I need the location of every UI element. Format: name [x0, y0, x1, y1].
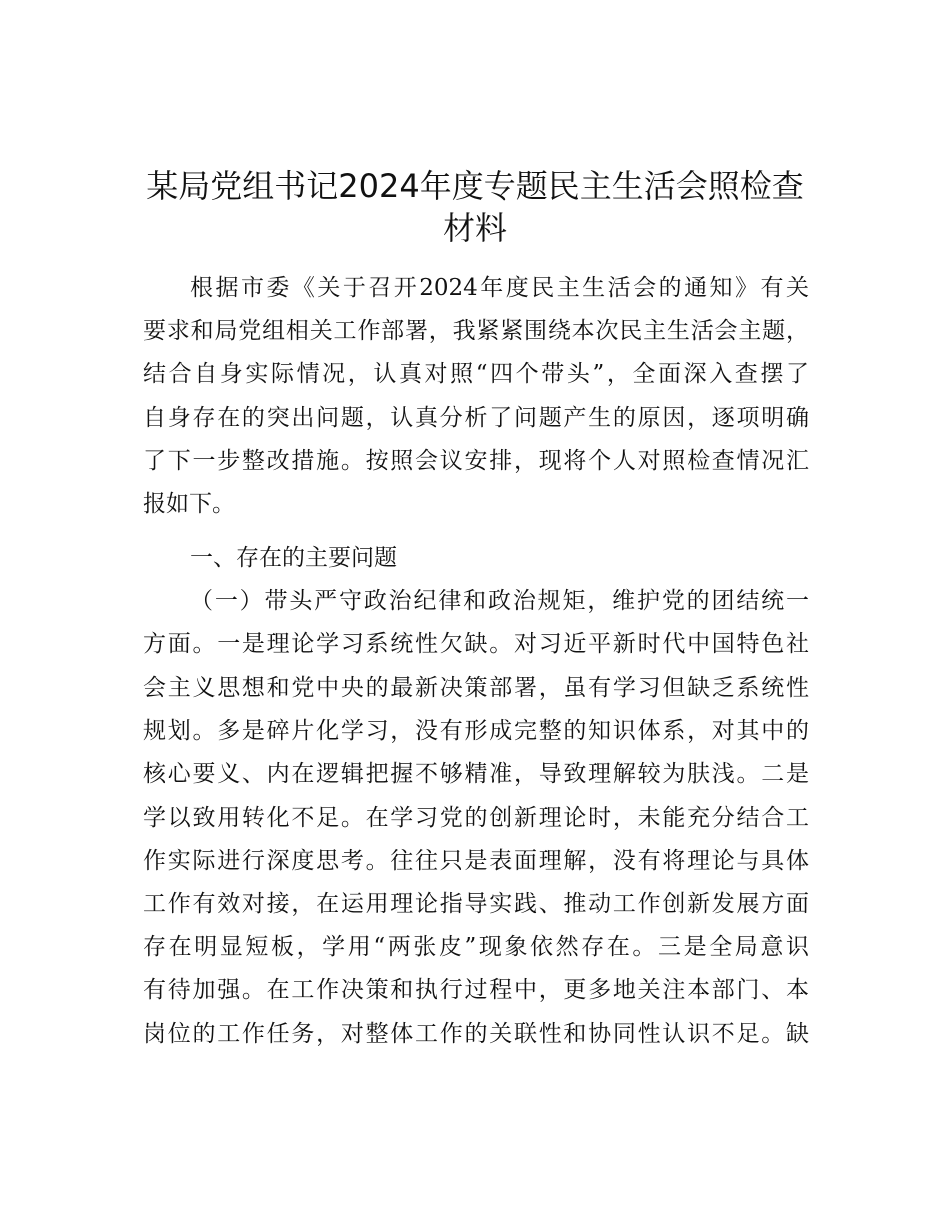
- paragraph-line: 结合自身实际情况，认真对照“四个带头”，全面深入查摆了: [143, 361, 809, 387]
- paragraph-line: 学以致用转化不足。在学习党的创新理论时，未能充分结合工: [143, 805, 809, 831]
- paragraph-line: 报如下。: [143, 491, 235, 517]
- paragraph-line: 了下一步整改措施。按照会议安排，现将个人对照检查情况汇: [143, 448, 809, 474]
- paragraph-line: 岗位的工作任务，对整体工作的关联性和协同性认识不足。缺: [143, 1021, 809, 1047]
- paragraph-line: 方面。一是理论学习系统性欠缺。对习近平新时代中国特色社: [143, 631, 809, 657]
- paragraph-line: 自身存在的突出问题，认真分析了问题产生的原因，逐项明确: [143, 405, 809, 431]
- paragraph-line: 根据市委《关于召开2024年度民主生活会的通知》有关: [190, 275, 809, 301]
- paragraph-line: 会主义思想和党中央的最新决策部署，虽有学习但缺乏系统性: [143, 675, 809, 701]
- section-heading: 一、存在的主要问题: [190, 545, 397, 571]
- document-title-line-2: 材料: [442, 209, 507, 247]
- paragraph-line: 规划。多是碎片化学习，没有形成完整的知识体系，对其中的: [143, 718, 809, 744]
- paragraph-line: （一）带头严守政治纪律和政治规矩，维护党的团结统一: [190, 588, 809, 614]
- paragraph-line: 作实际进行深度思考。往往只是表面理解，没有将理论与具体: [143, 848, 809, 874]
- paragraph-line: 要求和局党组相关工作部署，我紧紧围绕本次民主生活会主题，: [143, 318, 809, 344]
- paragraph-line: 存在明显短板，学用“两张皮”现象依然存在。三是全局意识: [143, 934, 809, 960]
- paragraph-line: 核心要义、内在逻辑把握不够精准，导致理解较为肤浅。二是: [143, 761, 809, 787]
- document-title-line-1: 某局党组书记2024年度专题民主生活会照检查: [146, 167, 804, 205]
- paragraph-line: 有待加强。在工作决策和执行过程中，更多地关注本部门、本: [143, 977, 809, 1003]
- paragraph-line: 工作有效对接，在运用理论指导实践、推动工作创新发展方面: [143, 891, 809, 917]
